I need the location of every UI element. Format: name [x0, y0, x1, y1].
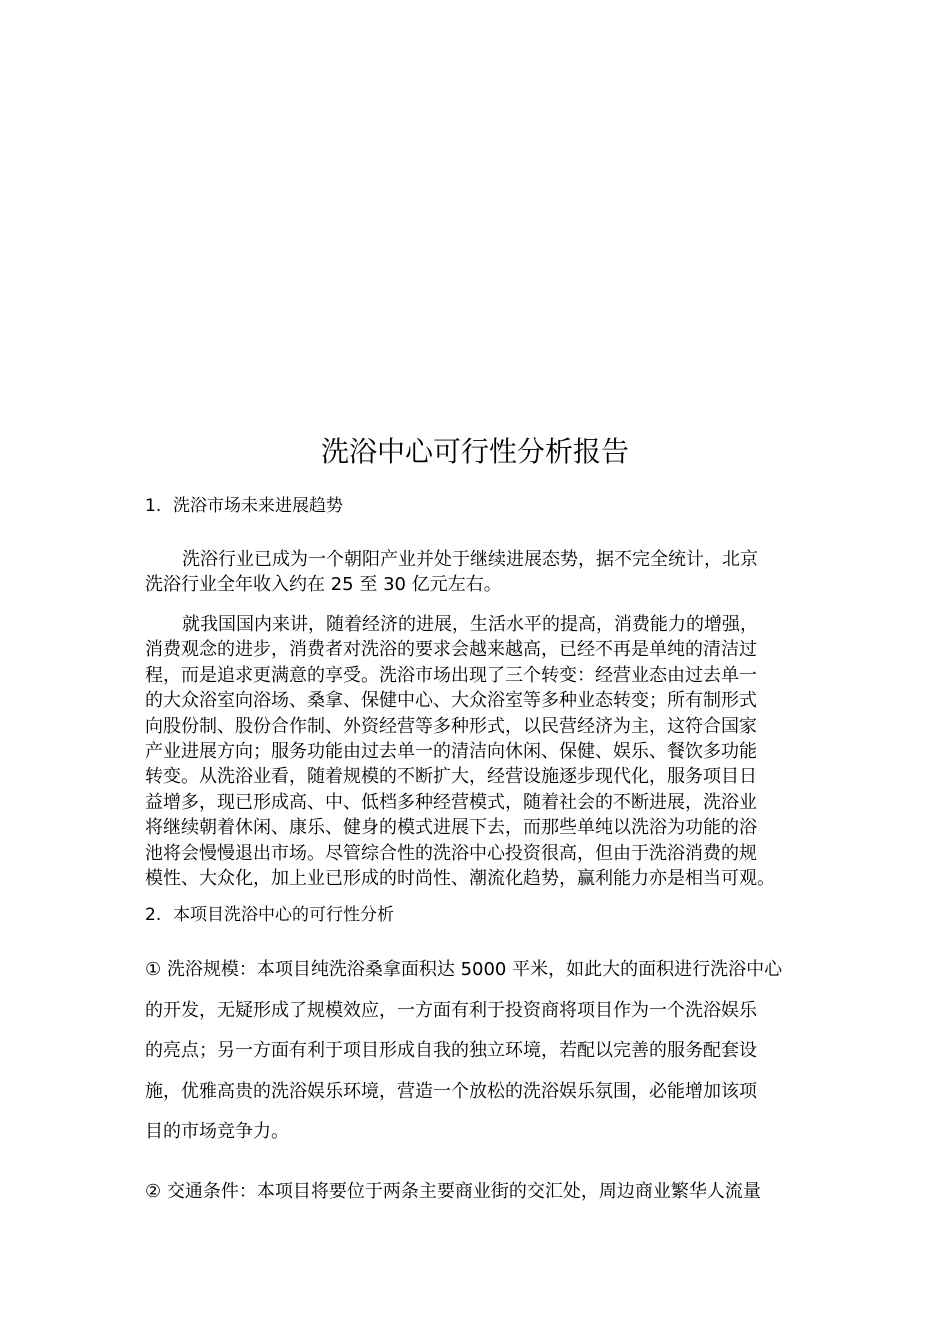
paragraph-line: 洗浴行业全年收入约在 25 至 30 亿元左右。 [145, 574, 502, 596]
paragraph-line: 池将会慢慢退出市场。尽管综合性的洗浴中心投资很高，但由于洗浴消费的规 [145, 842, 757, 864]
paragraph-line: 益增多，现已形成高、中、低档多种经营模式，随着社会的不断进展，洗浴业 [145, 791, 757, 813]
paragraph-2 [145, 612, 815, 891]
paragraph-line: 的开发，无疑形成了规模效应，一方面有利于投资商将项目作为一个洗浴娱乐 [145, 999, 757, 1021]
paragraph-line: 模性、大众化，加上业已形成的时尚性、潮流化趋势，赢利能力亦是相当可观。 [145, 868, 775, 890]
section-number: 2. [145, 905, 162, 925]
paragraph-4 [145, 1172, 815, 1213]
section-heading-1 [145, 494, 343, 518]
paragraph-line: ① 洗浴规模：本项目纯洗浴桑拿面积达 5000 平米，如此大的面积进行洗浴中心 [145, 959, 783, 980]
paragraph-line: 施，优雅高贵的洗浴娱乐环境，营造一个放松的洗浴娱乐氛围，必能增加该项 [145, 1080, 757, 1102]
document-title: 洗浴中心可行性分析报告 [320, 435, 629, 468]
paragraph-line: 将继续朝着休闲、康乐、健身的模式进展下去，而那些单纯以洗浴为功能的浴 [145, 817, 757, 839]
section-heading-text: 本项目洗浴中心的可行性分析 [173, 905, 394, 925]
paragraph-line: 的亮点；另一方面有利于项目形成自我的独立环境，若配以完善的服务配套设 [145, 1040, 757, 1061]
paragraph-line: 转变。从洗浴业看，随着规模的不断扩大，经营设施逐步现代化，服务项目日 [145, 766, 757, 788]
section-heading-2 [145, 903, 394, 927]
paragraph-line: 的大众浴室向浴场、桑拿、保健中心、大众浴室等多种业态转变；所有制形式 [145, 690, 757, 712]
section-heading-text: 洗浴市场未来进展趋势 [173, 496, 343, 516]
section-number: 1. [145, 496, 162, 516]
paragraph-line: 就我国国内来讲，随着经济的进展，生活水平的提高，消费能力的增强， [182, 614, 758, 635]
paragraph-1 [145, 547, 815, 598]
paragraph-line: 程，而是追求更满意的享受。洗浴市场出现了三个转变：经营业态由过去单一 [145, 664, 757, 686]
paragraph-line: 消费观念的进步，消费者对洗浴的要求会越来越高，已经不再是单纯的清洁过 [145, 639, 757, 661]
paragraph-line: 产业进展方向；服务功能由过去单一的清洁向休闲、保健、娱乐、餐饮多功能 [145, 741, 757, 763]
paragraph-line: 洗浴行业已成为一个朝阳产业并处于继续进展态势，据不完全统计，北京 [182, 549, 758, 570]
paragraph-3 [145, 950, 815, 1153]
paragraph-line: 向股份制、股份合作制、外资经营等多种形式，以民营经济为主，这符合国家 [145, 715, 757, 737]
paragraph-line: 目的市场竞争力。 [145, 1121, 289, 1142]
paragraph-line: ② 交通条件：本项目将要位于两条主要商业街的交汇处，周边商业繁华人流量 [145, 1181, 761, 1202]
